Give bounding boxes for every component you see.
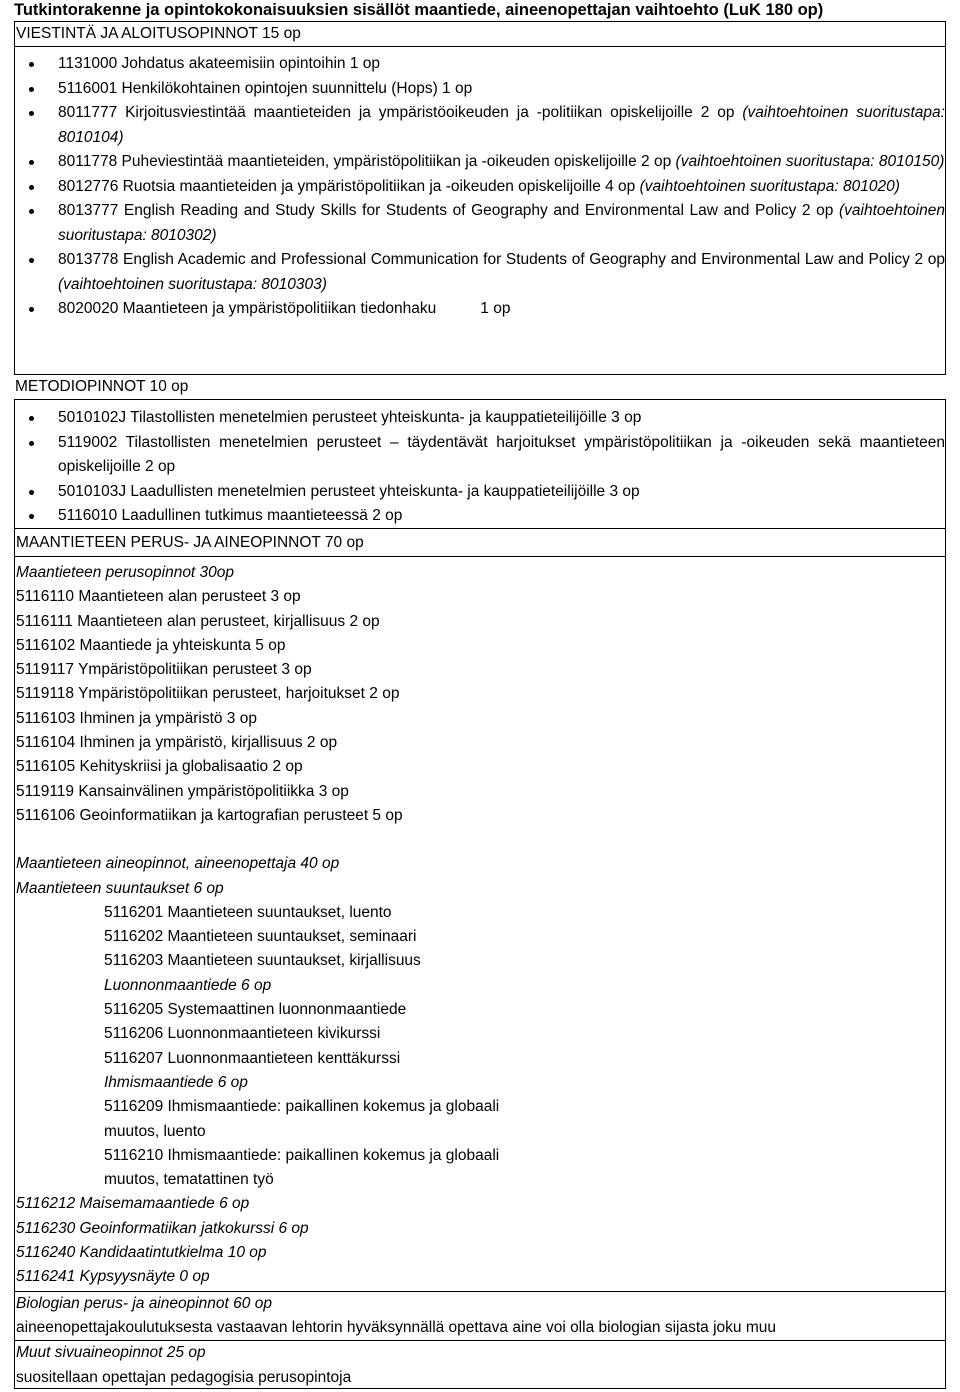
alt-note: (vaihtoehtoinen suoritustapa: 8010302) bbox=[58, 202, 945, 244]
list-item: 5116240 Kandidaatintutkielma 10 op bbox=[16, 1244, 267, 1262]
subheading: Luonnonmaantiede 6 op bbox=[104, 976, 272, 994]
list-item: 8013778 English Academic and Professional Communication for Students of Geography and Environmental Law and Policy 2 op (vaihtoehtoinen suoritustapa: 8010303) bbox=[15, 248, 945, 297]
document-title: Tutkintorakenne ja opintokokonaisuuksien sisällöt maantiede, aineenopettajan vaihtoehto (LuK 180 op) bbox=[14, 1, 824, 19]
list-item: 5116202 Maantieteen suuntaukset, seminaari bbox=[104, 928, 417, 946]
alt-note: (vaihtoehtoinen suoritustapa: 8010303) bbox=[58, 275, 327, 293]
course-list bbox=[15, 52, 945, 322]
subheading: Biologian perus- ja aineopinnot 60 op bbox=[16, 1294, 272, 1312]
list-item: 5116106 Geoinformatiikan ja kartografian perusteet 5 op bbox=[16, 806, 403, 824]
list-item: 8011778 Puheviestintää maantieteiden, ympäristöpolitiikan ja -oikeuden opiskelijoille 2 op (vaihtoehtoinen suoritustapa: 8010150) bbox=[15, 150, 945, 175]
communication-section bbox=[14, 21, 946, 375]
course-list bbox=[15, 406, 945, 529]
section-heading: METODIOPINNOT 10 op bbox=[15, 378, 189, 395]
alt-note: (vaihtoehtoinen suoritustapa: 8010150) bbox=[675, 153, 945, 170]
list-item: 5116110 Maantieteen alan perusteet 3 op bbox=[16, 588, 301, 606]
credits: 1 op bbox=[480, 300, 511, 317]
list-item: 5116206 Luonnonmaantieteen kivikurssi bbox=[104, 1025, 381, 1043]
list-item: 5116010 Laadullinen tutkimus maantieteessä 2 op bbox=[15, 504, 945, 529]
alt-note: (vaihtoehtoinen suoritustapa: 801020) bbox=[639, 177, 900, 195]
list-item: 8020020 Maantieteen ja ympäristöpolitiikan tiedonhaku 1 op bbox=[15, 297, 945, 322]
list-item: 5116207 Luonnonmaantieteen kenttäkurssi bbox=[104, 1049, 401, 1067]
list-item: 5116105 Kehityskriisi ja globalisaatio 2 op bbox=[16, 758, 303, 776]
subheading: Ihmismaantiede 6 op bbox=[104, 1073, 248, 1091]
major-section bbox=[14, 529, 946, 1389]
section-heading: VIESTINTÄ JA ALOITUSOPINNOT 15 op bbox=[15, 22, 945, 47]
list-item: 5116111 Maantieteen alan perusteet, kirjallisuus 2 op bbox=[16, 612, 380, 630]
list-item: 5119002 Tilastollisten menetelmien perusteet – täydentävät harjoitukset ympäristöpolitiikan ja -oikeuden sekä maantieteen opiskelijoille 2 op bbox=[15, 431, 945, 480]
subheading: Maantieteen suuntaukset 6 op bbox=[16, 879, 224, 897]
methods-section bbox=[14, 399, 946, 529]
list-item: 8011777 Kirjoitusviestintää maantieteiden ja ympäristöoikeuden ja -politiikan opiskelijoille 2 op (vaihtoehtoinen suoritustapa: 8010104) bbox=[15, 101, 945, 150]
subheading: Maantieteen aineopinnot, aineenopettaja 40 op bbox=[16, 855, 340, 873]
section-heading: MAANTIETEEN PERUS- JA AINEOPINNOT 70 op bbox=[15, 529, 945, 557]
list-item: 5116203 Maantieteen suuntaukset, kirjallisuus bbox=[104, 952, 421, 970]
list-item: 5119119 Kansainvälinen ympäristöpolitiikka 3 op bbox=[16, 782, 349, 800]
list-item: 1131000 Johdatus akateemisiin opintoihin 1 op bbox=[15, 52, 945, 77]
list-item: 5116210 Ihmismaantiede: paikallinen kokemus ja globaali bbox=[104, 1146, 500, 1164]
list-item: 5116001 Henkilökohtainen opintojen suunnittelu (Hops) 1 op bbox=[15, 77, 945, 102]
list-item: 8013777 English Reading and Study Skills for Students of Geography and Environmental Law and Policy 2 op (vaihtoehtoinen suoritustapa: 8010302) bbox=[15, 199, 945, 248]
note-text: aineenopettajakoulutuksesta vastaavan lehtorin hyväksynnällä opettava aine voi olla biologian sijasta joku muu bbox=[16, 1318, 776, 1336]
alt-note: (vaihtoehtoinen suoritustapa: 8010104) bbox=[58, 104, 945, 146]
list-item: 5010103J Laadullisten menetelmien perusteet yhteiskunta- ja kauppatieteilijöille 3 op bbox=[15, 480, 945, 505]
list-item: 5116205 Systemaattinen luonnonmaantiede bbox=[104, 1001, 407, 1019]
note-text: suositellaan opettajan pedagogisia perusopintoja bbox=[16, 1368, 352, 1386]
list-item: 5119117 Ympäristöpolitiikan perusteet 3 op bbox=[16, 661, 312, 679]
list-item: 5116104 Ihminen ja ympäristö, kirjallisuus 2 op bbox=[16, 734, 338, 752]
subheading: Muut sivuaineopinnot 25 op bbox=[16, 1344, 206, 1362]
subheading: Maantieteen perusopinnot 30op bbox=[16, 564, 235, 581]
list-item: 5116209 Ihmismaantiede: paikallinen kokemus ja globaali bbox=[104, 1098, 500, 1116]
list-item: 5116212 Maisemamaantiede 6 op bbox=[16, 1195, 250, 1213]
list-item: 5119118 Ympäristöpolitiikan perusteet, harjoitukset 2 op bbox=[16, 685, 400, 703]
document bbox=[14, 0, 946, 1389]
list-item: 5116102 Maantiede ja yhteiskunta 5 op bbox=[16, 636, 286, 654]
list-item: 5010102J Tilastollisten menetelmien perusteet yhteiskunta- ja kauppatieteilijöille 3 op bbox=[15, 406, 945, 431]
list-item: muutos, luento bbox=[104, 1122, 206, 1140]
list-item: muutos, tematattinen työ bbox=[104, 1171, 274, 1189]
list-item: 5116103 Ihminen ja ympäristö 3 op bbox=[16, 709, 257, 727]
list-item: 5116241 Kypsyysnäyte 0 op bbox=[16, 1268, 210, 1286]
list-item: 5116230 Geoinformatiikan jatkokurssi 6 op bbox=[16, 1219, 309, 1237]
list-item: 5116201 Maantieteen suuntaukset, luento bbox=[104, 903, 392, 921]
list-item: 8012776 Ruotsia maantieteiden ja ympäristöpolitiikan ja -oikeuden opiskelijoille 4 op (vaihtoehtoinen suoritustapa: 801020) bbox=[15, 175, 945, 200]
